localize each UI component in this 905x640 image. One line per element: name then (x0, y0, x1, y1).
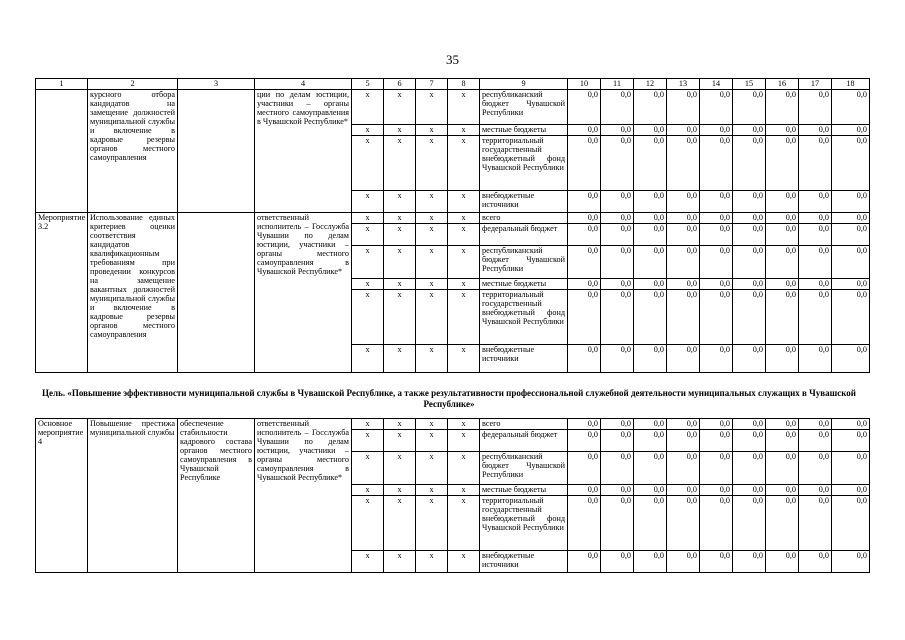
measure-executor: ответственный исполнитель – Госслужба Чувашии по делам юстиции, участники – органы местного самоуправления в Чувашской Республике* (255, 213, 352, 373)
value-cell: 0,0 (601, 246, 634, 279)
code-cell: х (384, 551, 416, 573)
value-cell: 0,0 (634, 485, 667, 496)
header-cell: 8 (448, 79, 480, 90)
cell-empty (178, 90, 255, 213)
value-cell: 0,0 (700, 290, 733, 345)
value-cell: 0,0 (601, 213, 634, 224)
measure-name: Использование единых критериев оценки соответствия кандидатов квалификационным требованиям при проведении конкурсов на замещение вакантных должностей муниципальной службы и включение в кадровые резервы органов местного самоуправления (88, 213, 178, 373)
code-cell: х (416, 191, 448, 213)
value-cell: 0,0 (634, 90, 667, 125)
code-cell: х (416, 430, 448, 452)
header-cell: 2 (88, 79, 178, 90)
value-cell: 0,0 (832, 136, 870, 191)
value-cell: 0,0 (634, 345, 667, 373)
code-cell: х (416, 279, 448, 290)
cell-empty (178, 213, 255, 373)
value-cell: 0,0 (799, 136, 832, 191)
value-cell: 0,0 (799, 290, 832, 345)
value-cell: 0,0 (700, 224, 733, 246)
value-cell: 0,0 (700, 485, 733, 496)
code-cell: х (448, 224, 480, 246)
header-cell: 17 (799, 79, 832, 90)
value-cell: 0,0 (832, 90, 870, 125)
value-cell: 0,0 (568, 224, 601, 246)
funding-source: местные бюджеты (480, 485, 568, 496)
value-cell: 0,0 (766, 136, 799, 191)
value-cell: 0,0 (832, 419, 870, 430)
value-cell: 0,0 (733, 290, 766, 345)
code-cell: х (352, 224, 384, 246)
value-cell: 0,0 (700, 213, 733, 224)
code-cell: х (448, 191, 480, 213)
value-cell: 0,0 (766, 90, 799, 125)
value-cell: 0,0 (733, 125, 766, 136)
value-cell: 0,0 (601, 551, 634, 573)
value-cell: 0,0 (832, 452, 870, 485)
value-cell: 0,0 (601, 430, 634, 452)
value-cell: 0,0 (601, 224, 634, 246)
value-cell: 0,0 (766, 191, 799, 213)
code-cell: х (384, 279, 416, 290)
funding-source: всего (480, 213, 568, 224)
executor-continued: ции по делам юстиции, участники – органы местного самоуправления в Чувашской Республике* (255, 90, 352, 213)
header-cell: 3 (178, 79, 255, 90)
code-cell: х (384, 191, 416, 213)
value-cell: 0,0 (733, 224, 766, 246)
value-cell: 0,0 (733, 345, 766, 373)
value-cell: 0,0 (601, 125, 634, 136)
code-cell: х (448, 430, 480, 452)
value-cell: 0,0 (799, 213, 832, 224)
value-cell: 0,0 (700, 551, 733, 573)
value-cell: 0,0 (832, 224, 870, 246)
header-cell: 16 (766, 79, 799, 90)
value-cell: 0,0 (601, 279, 634, 290)
table-row (36, 419, 870, 430)
value-cell: 0,0 (667, 125, 700, 136)
code-cell: х (352, 246, 384, 279)
value-cell: 0,0 (667, 90, 700, 125)
value-cell: 0,0 (634, 213, 667, 224)
value-cell: 0,0 (700, 496, 733, 551)
value-cell: 0,0 (733, 213, 766, 224)
value-cell: 0,0 (799, 452, 832, 485)
value-cell: 0,0 (601, 452, 634, 485)
value-cell: 0,0 (634, 224, 667, 246)
header-cell: 1 (36, 79, 88, 90)
code-cell: х (384, 290, 416, 345)
value-cell: 0,0 (700, 191, 733, 213)
header-cell: 4 (255, 79, 352, 90)
header-cell: 13 (667, 79, 700, 90)
value-cell: 0,0 (634, 419, 667, 430)
code-cell: х (352, 90, 384, 125)
value-cell: 0,0 (832, 345, 870, 373)
value-cell: 0,0 (601, 419, 634, 430)
code-cell: х (352, 430, 384, 452)
funding-source: местные бюджеты (480, 279, 568, 290)
value-cell: 0,0 (700, 136, 733, 191)
code-cell: х (416, 551, 448, 573)
value-cell: 0,0 (568, 246, 601, 279)
value-cell: 0,0 (733, 136, 766, 191)
code-cell: х (448, 485, 480, 496)
value-cell: 0,0 (766, 224, 799, 246)
value-cell: 0,0 (667, 430, 700, 452)
funding-source: местные бюджеты (480, 125, 568, 136)
header-cell: 18 (832, 79, 870, 90)
value-cell: 0,0 (799, 551, 832, 573)
value-cell: 0,0 (799, 90, 832, 125)
value-cell: 0,0 (634, 496, 667, 551)
value-cell: 0,0 (667, 213, 700, 224)
value-cell: 0,0 (667, 419, 700, 430)
funding-source: территориальный государственный внебюджетный фонд Чувашской Республики (480, 496, 568, 551)
value-cell: 0,0 (766, 452, 799, 485)
value-cell: 0,0 (634, 279, 667, 290)
funding-source: республиканский бюджет Чувашской Республики (480, 90, 568, 125)
value-cell: 0,0 (601, 290, 634, 345)
value-cell: 0,0 (568, 191, 601, 213)
code-cell: х (384, 213, 416, 224)
value-cell: 0,0 (667, 345, 700, 373)
value-cell: 0,0 (832, 430, 870, 452)
code-cell: х (352, 290, 384, 345)
value-cell: 0,0 (832, 551, 870, 573)
value-cell: 0,0 (700, 345, 733, 373)
value-cell: 0,0 (766, 485, 799, 496)
value-cell: 0,0 (799, 224, 832, 246)
header-cell: 10 (568, 79, 601, 90)
value-cell: 0,0 (832, 246, 870, 279)
code-cell: х (352, 485, 384, 496)
code-cell: х (384, 345, 416, 373)
value-cell: 0,0 (700, 125, 733, 136)
value-cell: 0,0 (700, 430, 733, 452)
value-cell: 0,0 (667, 551, 700, 573)
value-cell: 0,0 (832, 125, 870, 136)
code-cell: х (448, 419, 480, 430)
value-cell: 0,0 (832, 496, 870, 551)
value-cell: 0,0 (733, 485, 766, 496)
value-cell: 0,0 (832, 279, 870, 290)
value-cell: 0,0 (667, 279, 700, 290)
value-cell: 0,0 (634, 246, 667, 279)
code-cell: х (384, 224, 416, 246)
code-cell: х (448, 279, 480, 290)
code-cell: х (416, 224, 448, 246)
value-cell: 0,0 (700, 279, 733, 290)
value-cell: 0,0 (601, 136, 634, 191)
table-row (36, 90, 870, 125)
value-cell: 0,0 (766, 430, 799, 452)
value-cell: 0,0 (634, 125, 667, 136)
funding-source: федеральный бюджет (480, 430, 568, 452)
value-cell: 0,0 (568, 496, 601, 551)
value-cell: 0,0 (568, 213, 601, 224)
header-cell: 11 (601, 79, 634, 90)
code-cell: х (448, 452, 480, 485)
activity-name-continued: курсного отбора кандидатов на замещение должностей муниципальной службы и включение в кадровые резервы органов местного самоуправления (88, 90, 178, 213)
code-cell: х (416, 246, 448, 279)
code-cell: х (416, 290, 448, 345)
code-cell: х (416, 136, 448, 191)
header-cell: 9 (480, 79, 568, 90)
code-cell: х (352, 125, 384, 136)
value-cell: 0,0 (634, 430, 667, 452)
value-cell: 0,0 (799, 496, 832, 551)
code-cell: х (416, 485, 448, 496)
header-cell: 12 (634, 79, 667, 90)
value-cell: 0,0 (568, 345, 601, 373)
code-cell: х (352, 191, 384, 213)
header-cell: 6 (384, 79, 416, 90)
code-cell: х (448, 290, 480, 345)
funding-source: всего (480, 419, 568, 430)
header-cell: 7 (416, 79, 448, 90)
measure-name: Повышение престижа муниципальной службы (88, 419, 178, 573)
value-cell: 0,0 (799, 279, 832, 290)
code-cell: х (416, 452, 448, 485)
value-cell: 0,0 (667, 496, 700, 551)
code-cell: х (416, 125, 448, 136)
value-cell: 0,0 (568, 136, 601, 191)
funding-source: республиканский бюджет Чувашской Республики (480, 246, 568, 279)
code-cell: х (448, 551, 480, 573)
budget-table-part1 (35, 78, 870, 373)
value-cell: 0,0 (568, 452, 601, 485)
value-cell: 0,0 (667, 290, 700, 345)
value-cell: 0,0 (700, 90, 733, 125)
code-cell: х (448, 345, 480, 373)
value-cell: 0,0 (733, 191, 766, 213)
code-cell: х (352, 551, 384, 573)
value-cell: 0,0 (733, 452, 766, 485)
value-cell: 0,0 (766, 551, 799, 573)
measure-number: Мероприятие 3.2 (36, 213, 88, 373)
measure-executor: ответственный исполнитель – Госслужба Чувашии по делам юстиции, участники – органы местного самоуправления в Чувашской Республике* (255, 419, 352, 573)
measure-number: Основное мероприятие 4 (36, 419, 88, 573)
value-cell: 0,0 (766, 496, 799, 551)
funding-source: территориальный государственный внебюджетный фонд Чувашской Республики (480, 290, 568, 345)
value-cell: 0,0 (766, 125, 799, 136)
value-cell: 0,0 (799, 191, 832, 213)
value-cell: 0,0 (832, 191, 870, 213)
code-cell: х (352, 496, 384, 551)
code-cell: х (384, 419, 416, 430)
value-cell: 0,0 (766, 290, 799, 345)
code-cell: х (448, 90, 480, 125)
code-cell: х (384, 136, 416, 191)
value-cell: 0,0 (733, 90, 766, 125)
funding-source: внебюджетные источники (480, 551, 568, 573)
value-cell: 0,0 (634, 551, 667, 573)
code-cell: х (384, 90, 416, 125)
value-cell: 0,0 (568, 419, 601, 430)
value-cell: 0,0 (568, 279, 601, 290)
header-cell: 14 (700, 79, 733, 90)
funding-source: внебюджетные источники (480, 191, 568, 213)
value-cell: 0,0 (634, 191, 667, 213)
value-cell: 0,0 (634, 290, 667, 345)
value-cell: 0,0 (733, 419, 766, 430)
code-cell: х (352, 345, 384, 373)
value-cell: 0,0 (568, 290, 601, 345)
funding-source: федеральный бюджет (480, 224, 568, 246)
code-cell: х (448, 496, 480, 551)
value-cell: 0,0 (667, 485, 700, 496)
value-cell: 0,0 (568, 485, 601, 496)
header-row (36, 79, 870, 90)
value-cell: 0,0 (700, 419, 733, 430)
value-cell: 0,0 (601, 191, 634, 213)
value-cell: 0,0 (667, 136, 700, 191)
budget-table-part2 (35, 418, 870, 573)
code-cell: х (416, 496, 448, 551)
value-cell: 0,0 (799, 485, 832, 496)
code-cell: х (384, 246, 416, 279)
value-cell: 0,0 (667, 224, 700, 246)
code-cell: х (352, 452, 384, 485)
code-cell: х (448, 125, 480, 136)
code-cell: х (384, 496, 416, 551)
value-cell: 0,0 (634, 452, 667, 485)
funding-source: внебюджетные источники (480, 345, 568, 373)
value-cell: 0,0 (799, 345, 832, 373)
funding-source: территориальный государственный внебюджетный фонд Чувашской Республики (480, 136, 568, 191)
value-cell: 0,0 (568, 430, 601, 452)
code-cell: х (416, 345, 448, 373)
value-cell: 0,0 (568, 125, 601, 136)
code-cell: х (416, 90, 448, 125)
value-cell: 0,0 (799, 246, 832, 279)
value-cell: 0,0 (733, 496, 766, 551)
value-cell: 0,0 (733, 246, 766, 279)
value-cell: 0,0 (799, 125, 832, 136)
value-cell: 0,0 (601, 345, 634, 373)
code-cell: х (384, 125, 416, 136)
code-cell: х (384, 430, 416, 452)
value-cell: 0,0 (634, 136, 667, 191)
value-cell: 0,0 (832, 213, 870, 224)
value-cell: 0,0 (601, 485, 634, 496)
value-cell: 0,0 (667, 452, 700, 485)
value-cell: 0,0 (601, 90, 634, 125)
value-cell: 0,0 (733, 430, 766, 452)
value-cell: 0,0 (799, 419, 832, 430)
code-cell: х (352, 279, 384, 290)
value-cell: 0,0 (832, 485, 870, 496)
code-cell: х (416, 213, 448, 224)
value-cell: 0,0 (733, 551, 766, 573)
value-cell: 0,0 (799, 430, 832, 452)
code-cell: х (352, 419, 384, 430)
table-row (36, 213, 870, 224)
value-cell: 0,0 (568, 90, 601, 125)
value-cell: 0,0 (601, 496, 634, 551)
header-cell: 15 (733, 79, 766, 90)
code-cell: х (448, 136, 480, 191)
value-cell: 0,0 (766, 419, 799, 430)
value-cell: 0,0 (766, 279, 799, 290)
header-cell: 5 (352, 79, 384, 90)
value-cell: 0,0 (733, 279, 766, 290)
value-cell: 0,0 (667, 246, 700, 279)
code-cell: х (448, 213, 480, 224)
code-cell: х (352, 213, 384, 224)
code-cell: х (352, 136, 384, 191)
value-cell: 0,0 (700, 246, 733, 279)
funding-source: республиканский бюджет Чувашской Республики (480, 452, 568, 485)
value-cell: 0,0 (700, 452, 733, 485)
value-cell: 0,0 (766, 213, 799, 224)
code-cell: х (416, 419, 448, 430)
value-cell: 0,0 (766, 246, 799, 279)
value-cell: 0,0 (667, 191, 700, 213)
page-number: 35 (446, 52, 459, 67)
expected-result: обеспечение стабильности кадрового состава органов местного самоуправления в Чувашской Республике (178, 419, 255, 573)
value-cell: 0,0 (832, 290, 870, 345)
goal-heading: Цель. «Повышение эффективности муниципальной службы в Чувашской Республике, а также результативности профессиональной служебной деятельности муниципальных служащих в Чувашской Республике» (42, 388, 856, 409)
code-cell: х (384, 452, 416, 485)
value-cell: 0,0 (766, 345, 799, 373)
value-cell: 0,0 (568, 551, 601, 573)
code-cell: х (384, 485, 416, 496)
cell-empty (36, 90, 88, 213)
code-cell: х (448, 246, 480, 279)
